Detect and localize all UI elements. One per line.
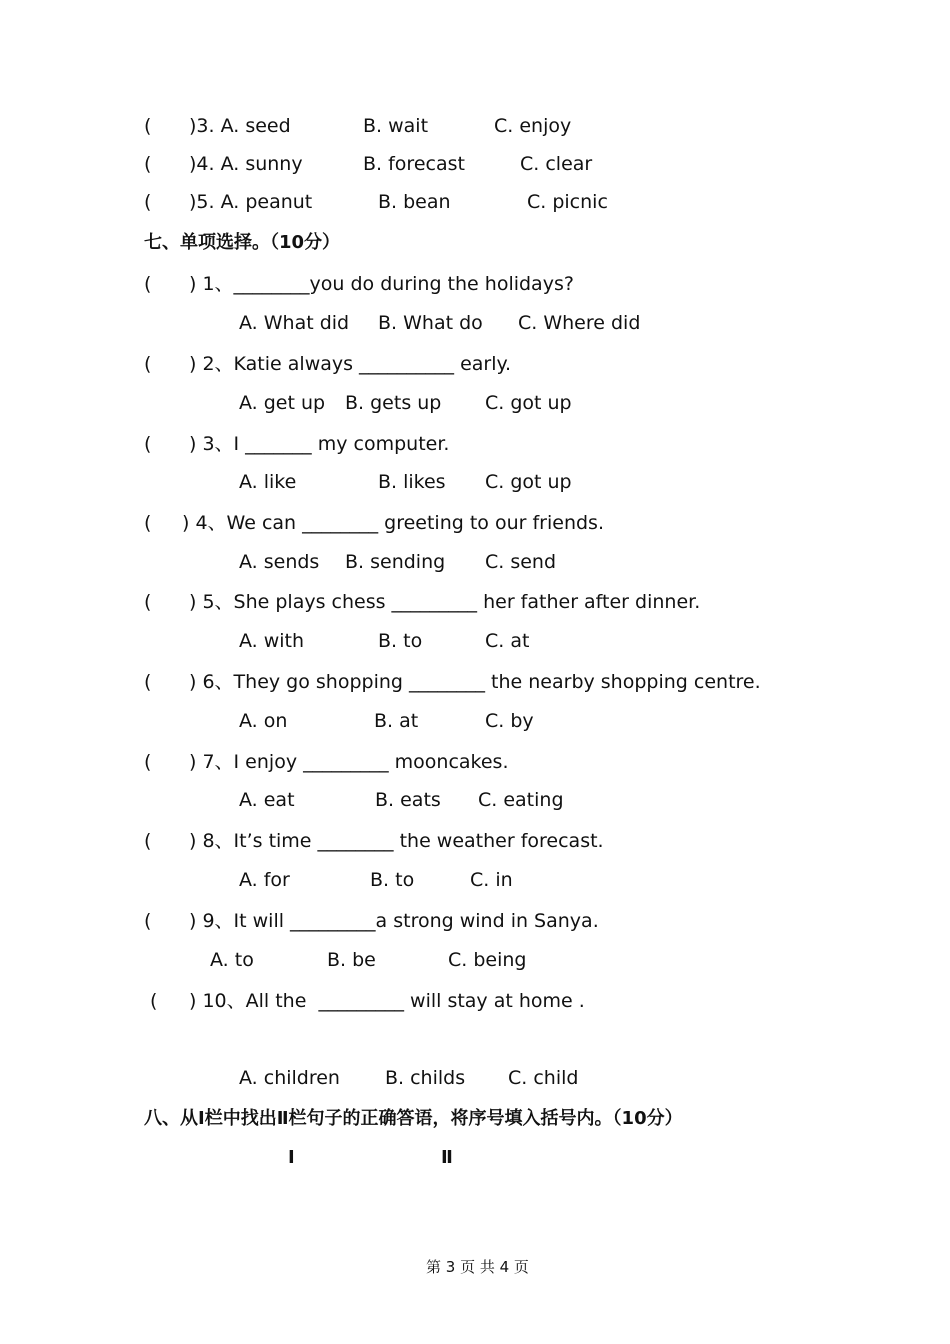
question-paren: ( (144, 273, 152, 295)
question-stem: ) 3、I _______ my computer. (189, 433, 450, 455)
page-number: 第 3 页 共 4 页 (426, 1258, 529, 1276)
question-paren: ( (144, 830, 152, 852)
option-a: A. for (239, 869, 290, 891)
option-a: A. like (239, 471, 297, 493)
vocab-option-c: C. picnic (527, 191, 608, 213)
vocab-option-c: C. clear (520, 153, 593, 175)
option-a: A. eat (239, 789, 295, 811)
vocab-option-c: C. enjoy (494, 115, 572, 137)
question-stem: ) 2、Katie always __________ early. (189, 353, 512, 375)
column-1-header: Ⅰ (288, 1147, 295, 1168)
option-a: A. get up (239, 392, 326, 414)
question-stem: ) 4、We can ________ greeting to our friends. (182, 512, 604, 534)
vocab-paren: ( (144, 153, 152, 175)
option-b: B. What do (378, 312, 483, 334)
option-b: B. eats (375, 789, 441, 811)
question-paren: ( (150, 990, 158, 1012)
option-a: A. with (239, 630, 305, 652)
question-paren: ( (144, 751, 152, 773)
option-b: B. sending (345, 551, 446, 573)
vocab-option-b: B. bean (378, 191, 451, 213)
vocab-item-num: )5. A. peanut (189, 191, 313, 213)
option-a: A. sends (239, 551, 320, 573)
option-c: C. Where did (518, 312, 641, 334)
vocab-option-b: B. forecast (363, 153, 465, 175)
vocab-item-num: )3. A. seed (189, 115, 291, 137)
question-paren: ( (144, 433, 152, 455)
option-b: B. at (374, 710, 419, 732)
question-stem: ) 7、I enjoy _________ mooncakes. (189, 751, 509, 773)
question-paren: ( (144, 910, 152, 932)
question-paren: ( (144, 512, 152, 534)
option-c: C. child (508, 1067, 579, 1089)
question-paren: ( (144, 591, 152, 613)
option-c: C. by (485, 710, 534, 732)
option-c: C. in (470, 869, 513, 891)
vocab-option-b: B. wait (363, 115, 429, 137)
vocab-item-num: )4. A. sunny (189, 153, 303, 175)
question-stem: ) 1、________you do during the holidays? (189, 273, 574, 295)
option-a: A. on (239, 710, 288, 732)
option-b: B. childs (385, 1067, 466, 1089)
option-b: B. be (327, 949, 376, 971)
question-stem: ) 10、All the _________ will stay at home . (189, 990, 585, 1012)
option-c: C. being (448, 949, 527, 971)
option-c: C. at (485, 630, 530, 652)
question-stem: ) 6、They go shopping ________ the nearby shopping centre. (189, 671, 761, 693)
section7-title: 七、单项选择。（10分） (144, 232, 341, 253)
question-paren: ( (144, 671, 152, 693)
section8-title: 八、从Ⅰ栏中找出Ⅱ栏句子的正确答语，将序号填入括号内。（10分） (144, 1108, 683, 1129)
option-b: B. gets up (345, 392, 442, 414)
option-c: C. got up (485, 471, 572, 493)
option-b: B. to (370, 869, 415, 891)
column-2-header: Ⅱ (441, 1147, 453, 1168)
vocab-paren: ( (144, 191, 152, 213)
option-c: C. got up (485, 392, 572, 414)
option-b: B. to (378, 630, 423, 652)
option-b: B. likes (378, 471, 446, 493)
option-a: A. to (210, 949, 254, 971)
question-stem: ) 9、It will _________a strong wind in Sanya. (189, 910, 599, 932)
question-paren: ( (144, 353, 152, 375)
question-stem: ) 8、It’s time ________ the weather forecast. (189, 830, 604, 852)
option-a: A. What did (239, 312, 350, 334)
option-a: A. children (239, 1067, 340, 1089)
option-c: C. send (485, 551, 557, 573)
question-stem: ) 5、She plays chess _________ her father after dinner. (189, 591, 701, 613)
vocab-paren: ( (144, 115, 152, 137)
option-c: C. eating (478, 789, 564, 811)
